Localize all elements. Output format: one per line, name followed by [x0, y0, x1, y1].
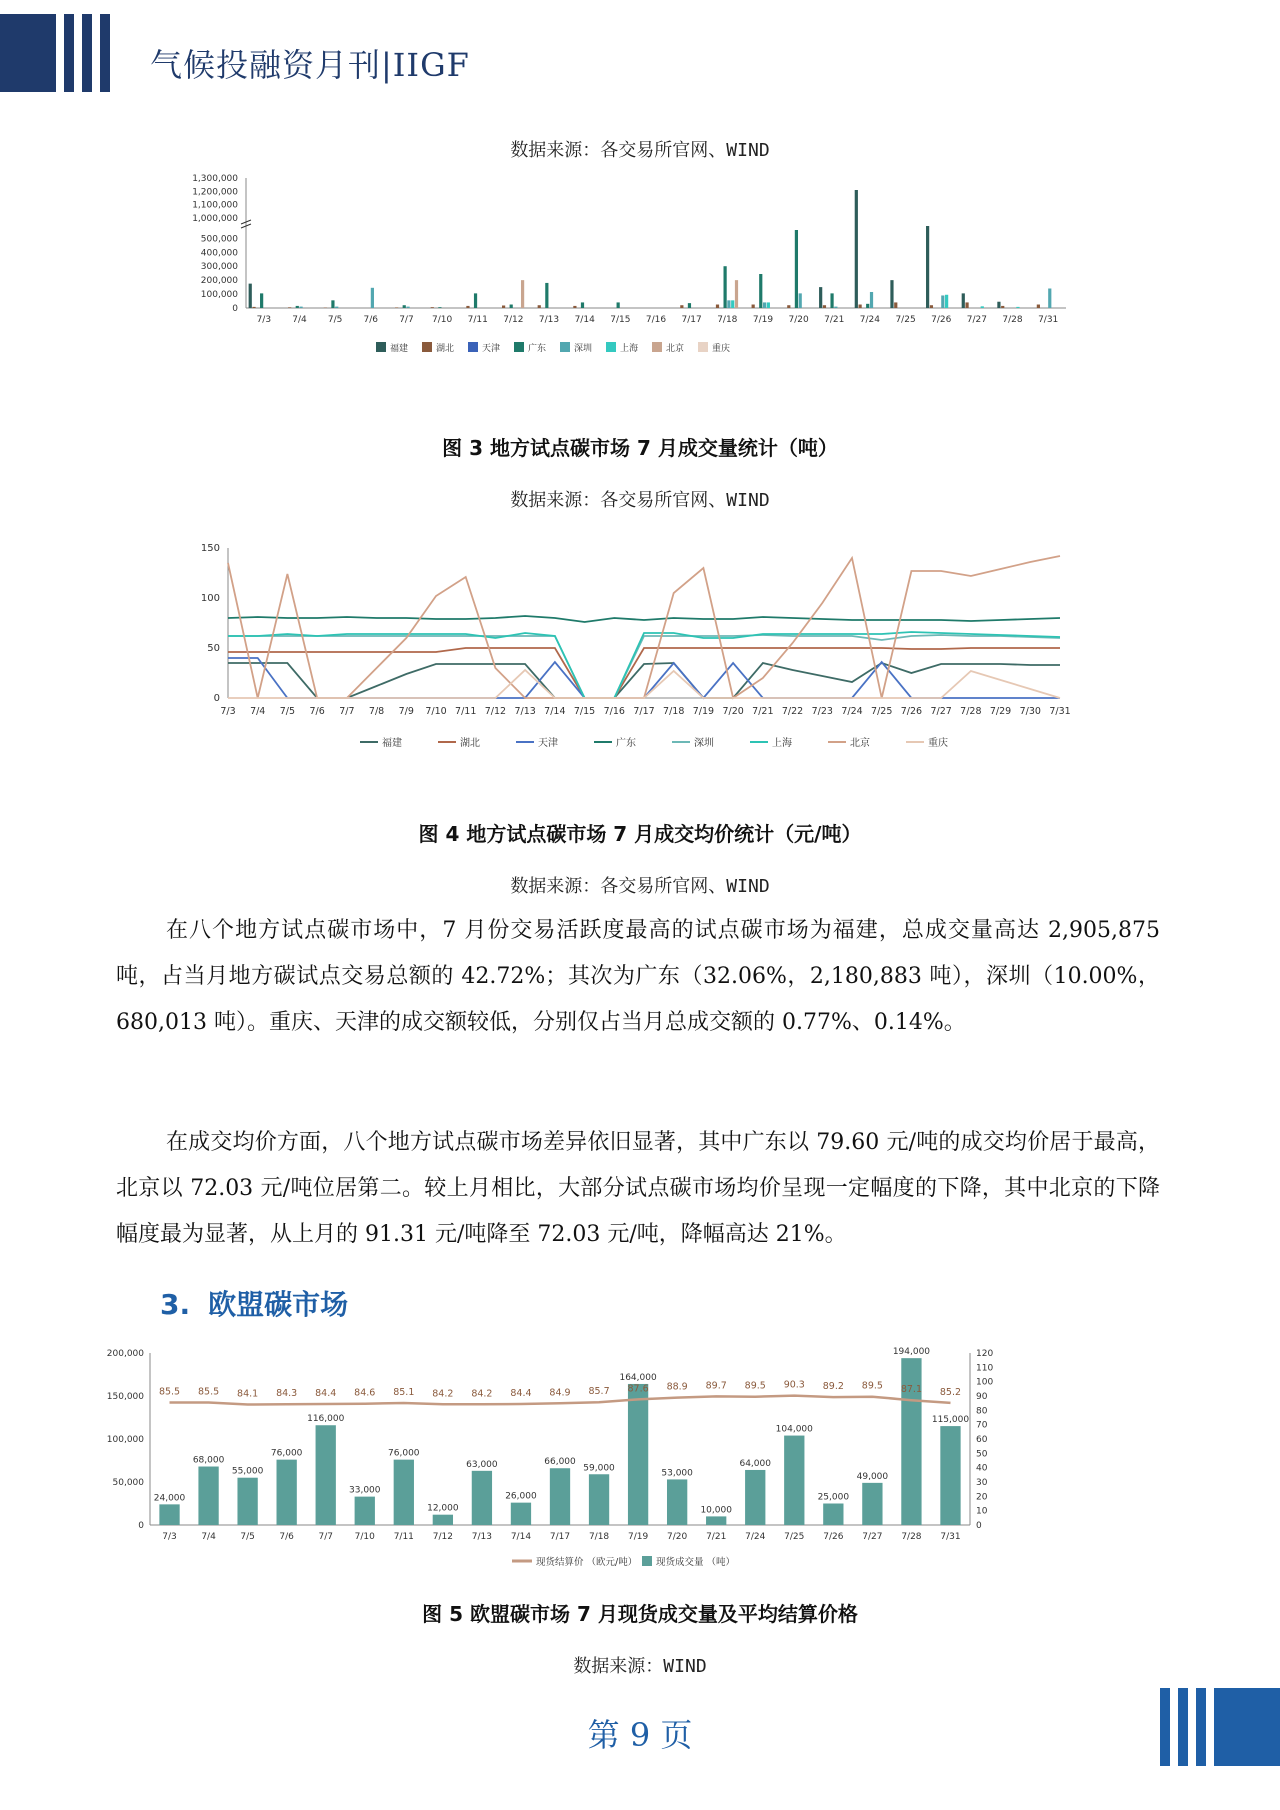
fig3-legend-label: 湖北: [436, 344, 455, 354]
fig3-bar: [823, 305, 826, 308]
fig5-x-tick: 7/13: [471, 1532, 493, 1542]
fig4-x-tick: 7/17: [633, 706, 655, 717]
fig5-bar-label: 26,000: [505, 1491, 537, 1502]
fig3-caption: 图 3 地方试点碳市场 7 月成交量统计（吨）: [442, 436, 838, 460]
fig5-price-label: 84.2: [471, 1388, 493, 1400]
fig3-bar: [1001, 306, 1004, 308]
fig3-bar: [965, 302, 968, 308]
fig3-y-tick: 1,000,000: [192, 214, 238, 224]
fig5-price-label: 84.9: [549, 1387, 571, 1399]
fig3-bar: [727, 300, 730, 308]
fig3-x-tick: 7/13: [538, 315, 560, 325]
fig3-bar: [299, 307, 302, 308]
fig5-left-tick: 50,000: [112, 1478, 144, 1488]
fig5-bar-label: 59,000: [583, 1463, 615, 1474]
fig3-legend-label: 广东: [528, 344, 547, 354]
fig5-x-tick: 7/4: [201, 1532, 216, 1542]
fig5-legend-label: 现货结算价 （欧元/吨）: [536, 1557, 638, 1568]
paragraph-1: 在八个地方试点碳市场中，7 月份交易活跃度最高的试点碳市场为福建，总成交量高达 2,905,875 吨，占当月地方碳试点交易总额的 42.72%；其次为广东（32.06%，2,180,883 吨），深圳（10.00%，680,013 吨）。重庆、天津的成交额较低，分别仅占当月总成交额的 0.77%、0.14%。: [116, 918, 1160, 1035]
paragraph-2: 在成交均价方面，八个地方试点碳市场差异依旧显著，其中广东以 79.60 元/吨的成交均价居于最高，北京以 72.03 元/吨位居第二。较上月相比，大部分试点碳市场均价呈现一定幅度的下降，其中北京的下降幅度最为显著，从上月的 91.31 元/吨降至 72.03 元/吨，降幅高达 21%。: [116, 1130, 1160, 1247]
fig5-right-tick: 80: [976, 1406, 988, 1417]
fig3-bar: [474, 293, 477, 308]
fig3-bar: [371, 288, 374, 308]
journal-title: 气候投融资月刊|IIGF: [150, 46, 470, 84]
fig3-bar: [406, 307, 409, 308]
fig5-bar: [862, 1483, 882, 1525]
fig4-y-tick: 150: [200, 543, 220, 554]
fig5-price-label: 89.7: [705, 1380, 727, 1392]
fig3-y-tick: 500,000: [200, 234, 238, 245]
fig3-bar: [617, 302, 620, 308]
fig3-y-tick: 400,000: [200, 248, 238, 259]
fig5-x-tick: 7/3: [162, 1532, 177, 1542]
fig3-x-tick: 7/12: [503, 315, 524, 325]
fig4-legend-label: 天津: [538, 738, 558, 749]
fig3-x-tick: 7/24: [859, 315, 881, 325]
fig3-x-tick: 7/5: [327, 315, 343, 325]
fig4-x-tick: 7/6: [309, 706, 325, 717]
fig5-right-tick: 20: [976, 1492, 988, 1503]
fig5-bar: [823, 1504, 843, 1526]
fig5-bar: [198, 1467, 218, 1525]
fig5-price-label: 85.5: [158, 1386, 181, 1398]
fig5-price-label: 89.5: [744, 1380, 766, 1392]
fig5-bar-label: 76,000: [270, 1448, 303, 1459]
fig3-bar: [438, 307, 441, 308]
fig5-bar-label: 194,000: [892, 1347, 931, 1358]
fig5-bar: [706, 1516, 726, 1525]
fig3-legend-swatch: [376, 342, 386, 352]
fig5-price-label: 85.1: [393, 1387, 415, 1399]
fig3-bar: [759, 274, 762, 308]
fig5-x-tick: 7/18: [588, 1532, 610, 1542]
fig4-y-tick: 0: [213, 693, 220, 704]
fig5-right-tick: 110: [976, 1363, 994, 1374]
fig5-bar: [589, 1474, 609, 1525]
fig4-legend-label: 北京: [850, 738, 870, 749]
fig3-source: 数据来源：各交易所官网、WIND: [510, 490, 770, 511]
fig5-left-tick: 100,000: [106, 1435, 144, 1445]
fig3-x-tick: 7/26: [931, 315, 952, 325]
fig4-x-tick: 7/5: [279, 706, 296, 717]
fig5-bar: [745, 1470, 765, 1525]
fig3-y-tick: 1,200,000: [192, 187, 238, 198]
fig3-legend-label: 深圳: [574, 344, 593, 354]
fig3-legend-label: 重庆: [712, 344, 731, 354]
fig5-x-tick: 7/21: [706, 1532, 727, 1542]
fig5-price-label: 89.2: [822, 1381, 844, 1393]
fig3-x-tick: 7/3: [256, 315, 272, 325]
fig3-bar: [1016, 307, 1019, 308]
fig5-x-tick: 7/27: [862, 1532, 883, 1542]
fig3-bar: [431, 307, 434, 308]
fig5-bar-label: 49,000: [856, 1471, 889, 1482]
fig4-x-tick: 7/15: [573, 706, 596, 717]
fig4-legend-label: 福建: [382, 738, 402, 749]
fig3-y-tick: 200,000: [200, 276, 238, 287]
source-note-top: 数据来源：各交易所官网、WIND: [510, 140, 770, 161]
fig5-legend-label: 现货成交量 （吨）: [656, 1557, 736, 1568]
fig5-right-tick: 100: [976, 1377, 994, 1388]
fig5-price-label: 84.1: [237, 1388, 259, 1400]
fig3-bar: [335, 307, 338, 308]
fig5-right-tick: 70: [976, 1420, 988, 1431]
fig3-bar: [573, 306, 576, 308]
fig3-bar: [403, 305, 406, 308]
fig3-bar: [581, 302, 584, 308]
fig5-bar: [940, 1426, 960, 1525]
fig5-price-label: 87.6: [627, 1383, 649, 1395]
fig3-bar: [795, 230, 798, 308]
fig3-x-tick: 7/25: [895, 315, 916, 325]
fig5-right-tick: 10: [976, 1506, 988, 1517]
fig5-price-label: 90.3: [783, 1379, 805, 1391]
fig3-x-tick: 7/18: [717, 315, 738, 325]
fig5-bar: [784, 1436, 804, 1525]
fig5-price-label: 84.2: [432, 1388, 454, 1400]
fig4-x-tick: 7/21: [752, 706, 774, 717]
fig5-price-label: 84.4: [315, 1388, 337, 1400]
fig5-x-tick: 7/5: [240, 1532, 255, 1542]
fig3-bar: [502, 305, 505, 308]
fig3-legend-swatch: [468, 342, 478, 352]
fig4-legend-label: 广东: [616, 738, 636, 749]
page-number: 第 9 页: [587, 1716, 693, 1754]
fig5-bar: [628, 1384, 648, 1525]
fig3-bar: [296, 306, 299, 308]
fig3-bar: [735, 280, 738, 308]
fig3-bar: [830, 293, 833, 308]
fig5-bar: [159, 1504, 179, 1525]
fig4-x-tick: 7/12: [484, 706, 507, 717]
fig5-price-label: 85.2: [939, 1386, 962, 1398]
fig4-x-tick: 7/11: [455, 706, 477, 717]
fig5-x-tick: 7/19: [627, 1532, 649, 1542]
fig3-bar: [724, 266, 727, 308]
fig3-legend-swatch: [422, 342, 432, 352]
fig3-bar: [926, 226, 929, 308]
fig3-x-tick: 7/20: [788, 315, 809, 325]
fig3-bar: [859, 305, 862, 308]
fig5-bar: [394, 1460, 414, 1525]
fig4-x-tick: 7/9: [398, 706, 414, 717]
fig5-bar-label: 33,000: [349, 1485, 381, 1496]
fig3-bar: [930, 305, 933, 308]
fig4-x-tick: 7/26: [900, 706, 923, 717]
fig5-bar: [667, 1479, 687, 1525]
fig3-y-tick: 0: [232, 304, 238, 314]
fig4-x-tick: 7/13: [514, 706, 536, 717]
fig4-caption: 图 4 地方试点碳市场 7 月成交均价统计（元/吨）: [418, 822, 862, 846]
fig3-y-tick: 1,300,000: [192, 174, 238, 184]
fig5-right-tick: 60: [976, 1435, 988, 1445]
fig5-price-label: 85.5: [197, 1386, 220, 1398]
fig3-legend-swatch: [560, 342, 570, 352]
fig5-left-tick: 150,000: [106, 1392, 144, 1402]
fig3-bar: [249, 284, 252, 308]
fig4-x-tick: 7/24: [841, 706, 863, 717]
fig5-bar-label: 24,000: [153, 1493, 186, 1504]
fig5-right-tick: 120: [976, 1349, 994, 1359]
fig4-x-tick: 7/7: [339, 706, 355, 717]
fig3-bar: [870, 292, 873, 308]
fig5-bar-label: 53,000: [661, 1468, 693, 1479]
fig3-legend-label: 天津: [482, 344, 501, 354]
fig4-x-tick: 7/10: [425, 706, 447, 717]
fig4-x-tick: 7/30: [1019, 706, 1041, 717]
fig4-series-line: [228, 556, 1060, 698]
fig4-series-line: [228, 648, 1060, 698]
fig4-series-line: [228, 616, 1060, 622]
fig5-bar: [355, 1497, 375, 1525]
fig5-bar-label: 115,000: [931, 1415, 970, 1426]
fig3-x-tick: 7/4: [292, 315, 307, 325]
fig3-bar: [680, 305, 683, 308]
fig4-series-line: [228, 670, 1060, 698]
fig5-legend-swatch: [642, 1556, 652, 1566]
fig5-bar-label: 76,000: [388, 1448, 420, 1459]
fig3-x-tick: 7/11: [467, 315, 488, 325]
fig3-legend-swatch: [514, 342, 524, 352]
fig5-caption: 图 5 欧盟碳市场 7 月现货成交量及平均结算价格: [422, 1602, 858, 1626]
fig5-x-tick: 7/24: [745, 1532, 766, 1542]
fig5-x-tick: 7/14: [510, 1532, 532, 1542]
fig4-y-tick: 50: [207, 643, 220, 654]
fig5-right-tick: 0: [976, 1521, 982, 1531]
fig3-bar: [834, 307, 837, 308]
fig5-bar: [472, 1471, 492, 1525]
fig3-legend-swatch: [652, 342, 662, 352]
fig5-right-tick: 90: [976, 1392, 988, 1402]
fig3-legend-label: 福建: [390, 344, 409, 354]
fig4-x-tick: 7/31: [1049, 706, 1071, 717]
fig3-bar: [855, 190, 858, 308]
fig4-x-tick: 7/28: [960, 706, 982, 717]
fig4-legend-label: 湖北: [460, 738, 480, 749]
fig5-bar-label: 68,000: [192, 1455, 225, 1466]
fig5-bar-label: 55,000: [231, 1466, 264, 1477]
fig5-right-tick: 30: [976, 1478, 988, 1488]
fig5-bar-label: 116,000: [307, 1414, 345, 1425]
fig4-legend-label: 上海: [772, 738, 792, 749]
fig3-bar: [752, 305, 755, 308]
fig5-right-tick: 40: [976, 1463, 988, 1474]
fig5-x-tick: 7/12: [432, 1532, 453, 1542]
fig5-left-tick: 0: [138, 1521, 144, 1531]
fig5-bar: [550, 1468, 570, 1525]
fig3-bar: [981, 306, 984, 308]
fig3-bar: [688, 303, 691, 308]
fig5-price-label: 87.1: [900, 1384, 923, 1396]
fig3-x-tick: 7/21: [824, 315, 845, 325]
fig3-bar: [731, 300, 734, 308]
fig3-legend-label: 上海: [620, 344, 639, 354]
fig5-x-tick: 7/11: [393, 1532, 414, 1542]
fig5-bar: [511, 1503, 531, 1525]
fig5-price-label: 89.5: [861, 1380, 883, 1392]
fig3-bar: [799, 293, 802, 308]
section-number: 3.: [160, 1288, 191, 1321]
fig5-price-label: 84.3: [276, 1388, 298, 1400]
fig3-bar: [395, 307, 398, 308]
fig5-x-tick: 7/10: [354, 1532, 375, 1542]
fig5-bar-label: 164,000: [619, 1372, 657, 1383]
fig5-bar-label: 64,000: [739, 1458, 771, 1469]
fig5-x-tick: 7/17: [549, 1532, 571, 1542]
fig5-x-tick: 7/7: [318, 1532, 333, 1542]
fig5-bar-label: 10,000: [700, 1505, 732, 1516]
fig4-x-tick: 7/23: [811, 706, 833, 717]
fig3-bar: [538, 305, 541, 308]
fig5-price-label: 88.9: [666, 1381, 688, 1393]
fig3-bar: [331, 300, 334, 308]
fig3-x-tick: 7/10: [431, 315, 453, 325]
fig5-bar: [277, 1460, 297, 1525]
fig4-x-tick: 7/25: [871, 706, 893, 717]
fig3-x-tick: 7/28: [1002, 315, 1023, 325]
fig5-x-tick: 7/25: [784, 1532, 805, 1542]
fig3-bar: [819, 287, 822, 308]
section-heading: [160, 1283, 348, 1323]
fig4-legend-label: 重庆: [928, 738, 948, 749]
fig3-x-tick: 7/14: [574, 315, 595, 325]
fig5-bar: [433, 1515, 453, 1525]
fig3-bar: [941, 295, 944, 308]
fig3-y-tick: 300,000: [200, 262, 238, 273]
fig3-bar: [288, 307, 291, 308]
fig4-x-tick: 7/29: [989, 706, 1012, 717]
fig3-bar: [252, 307, 255, 308]
fig3-bar: [945, 295, 948, 308]
fig4-x-tick: 7/3: [220, 706, 236, 717]
fig3-x-tick: 7/27: [966, 315, 987, 325]
fig3-y-tick: 1,100,000: [192, 200, 238, 211]
fig4-x-tick: 7/16: [603, 706, 625, 717]
fig5-left-tick: 200,000: [106, 1349, 144, 1359]
fig3-bar: [894, 302, 897, 308]
fig5-bar-label: 63,000: [466, 1459, 498, 1470]
fig3-x-tick: 7/31: [1038, 315, 1059, 325]
fig4-x-tick: 7/4: [250, 706, 266, 717]
fig5-bar-label: 104,000: [775, 1424, 813, 1435]
fig4-chart: [190, 538, 1080, 788]
fig3-y-tick: 100,000: [200, 290, 238, 301]
fig3-x-tick: 7/17: [681, 315, 702, 325]
fig5-bar-label: 66,000: [544, 1457, 576, 1468]
fig4-y-tick: 100: [200, 593, 220, 604]
fig4-x-tick: 7/22: [781, 706, 804, 717]
fig3-x-tick: 7/19: [752, 315, 774, 325]
fig3-legend-swatch: [606, 342, 616, 352]
fig5-price-label: 84.6: [354, 1387, 376, 1399]
fig5-chart: [106, 1345, 1158, 1575]
fig3-bar: [767, 302, 770, 308]
fig3-legend-label: 北京: [666, 344, 685, 354]
fig5-x-tick: 7/31: [940, 1532, 961, 1542]
fig3-bar: [545, 283, 548, 308]
fig3-chart: [192, 174, 1080, 418]
fig3-bar: [716, 305, 719, 308]
fig5-x-tick: 7/20: [667, 1532, 688, 1542]
fig3-bar: [763, 302, 766, 308]
fig5-x-tick: 7/6: [279, 1532, 294, 1542]
fig3-x-tick: 7/7: [399, 315, 414, 325]
fig3-legend-swatch: [698, 342, 708, 352]
fig3-bar: [890, 280, 893, 308]
fig3-x-tick: 7/6: [363, 315, 379, 325]
fig5-price-label: 85.7: [588, 1386, 610, 1398]
fig4-x-tick: 7/8: [368, 706, 385, 717]
fig5-bar: [316, 1425, 336, 1525]
fig3-bar: [521, 280, 524, 308]
fig5-bar-label: 12,000: [427, 1503, 459, 1514]
fig5-price-label: 84.4: [510, 1388, 532, 1400]
fig4-legend-label: 深圳: [694, 738, 714, 749]
fig4-x-tick: 7/27: [930, 706, 952, 717]
fig5-x-tick: 7/28: [901, 1532, 922, 1542]
fig4-x-tick: 7/14: [544, 706, 566, 717]
fig3-bar: [466, 306, 469, 308]
fig5-right-tick: 50: [976, 1449, 988, 1460]
fig3-x-tick: 7/16: [645, 315, 667, 325]
fig5-x-tick: 7/26: [823, 1532, 844, 1542]
fig3-bar: [1048, 289, 1051, 309]
fig3-bar: [260, 293, 263, 308]
fig3-bar: [962, 293, 965, 308]
fig3-bar: [866, 304, 869, 308]
fig3-bar: [1037, 305, 1040, 308]
fig4-x-tick: 7/18: [663, 706, 685, 717]
fig3-bar: [510, 305, 513, 308]
fig5-bar-label: 25,000: [817, 1492, 850, 1503]
fig3-bar: [787, 305, 790, 308]
section-title: 欧盟碳市场: [208, 1288, 349, 1321]
fig5-source: 数据来源：WIND: [573, 1656, 707, 1677]
fig3-bar: [997, 302, 1000, 308]
fig4-source: 数据来源：各交易所官网、WIND: [510, 876, 770, 897]
fig4-x-tick: 7/19: [692, 706, 715, 717]
fig5-bar: [237, 1478, 257, 1525]
fig3-x-tick: 7/15: [610, 315, 631, 325]
fig4-x-tick: 7/20: [722, 706, 744, 717]
